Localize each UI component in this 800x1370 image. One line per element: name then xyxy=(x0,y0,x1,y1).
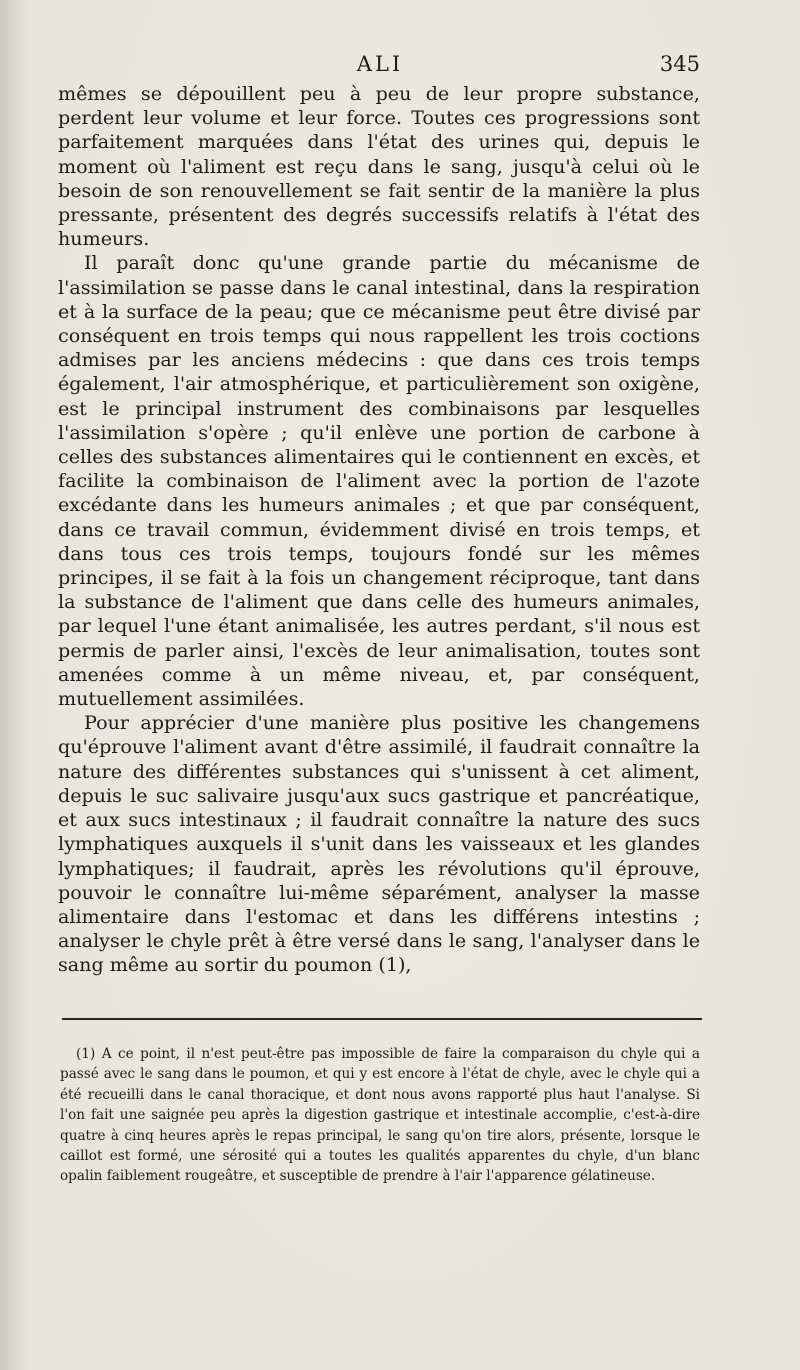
footnote-divider xyxy=(62,1018,702,1020)
gutter-shadow xyxy=(0,0,28,1370)
footnote xyxy=(60,1044,700,1187)
paragraph-changes: Pour apprécier d'une manière plus positive les changemens qu'éprouve l'aliment avant d'être assimilé, il faudrait connaître la nature des différentes substances qui s'unissent à cet aliment, depuis le suc salivaire jusqu'aux sucs gastrique et pancréatique, et aux sucs intestinaux ; il faudrait connaître la nature des sucs lymphatiques auxquels il s'unit dans les vaisseaux et les glandes lymphatiques; il faudrait, après les révolutions qu'il éprouve, pouvoir le connaître lui-même séparément, analyser la masse alimentaire dans l'estomac et dans les différens intestins ; analyser le chyle prêt à être versé dans le sang, l'analyser dans le sang même au sortir du poumon (1), xyxy=(58,711,700,977)
page-header xyxy=(60,52,700,82)
running-head: ALI xyxy=(356,52,404,76)
body-text xyxy=(58,82,700,978)
paragraph-assimilation: Il paraît donc qu'une grande partie du mécanisme de l'assimilation se passe dans le canal intestinal, dans la respiration et à la surface de la peau; que ce mécanisme peut être divisé par conséquent en trois temps qui nous rappellent les trois coctions admises par les anciens médecins : que dans ces trois temps également, l'air atmosphérique, et particulièrement son oxigène, est le principal instrument des combinaisons par lesquelles l'assimilation s'opère ; qu'il enlève une portion de carbone à celles des substances alimentaires qui le contiennent en excès, et facilite la combinaison de l'aliment avec la portion de l'azote excédante dans les humeurs animales ; et que par conséquent, dans ce travail commun, évidemment divisé en trois temps, et dans tous ces trois temps, toujours fondé sur les mêmes principes, il se fait à la fois un changement réciproque, tant dans la substance de l'aliment que dans celle des humeurs animales, par lequel l'une étant animalisée, les autres perdant, s'il nous est permis de parler ainsi, l'excès de leur animalisation, toutes sont amenées comme à un même niveau, et, par conséquent, mutuellement assimilées. xyxy=(58,251,700,711)
footnote-text: (1) A ce point, il n'est peut-être pas impossible de faire la comparaison du chyle qui a passé avec le sang dans le poumon, et qui y est encore à l'état de chyle, avec le chyle qui a été recueilli dans le canal thoracique, et dont nous avons rapporté plus haut l'analyse. Si l'on fait une saignée peu après la digestion gastrique et intestinale accomplie, c'est-à-dire quatre à cinq heures après le repas principal, le sang qu'on tire alors, présente, lorsque le caillot est formé, une sérosité qui a toutes les qualités apparentes du chyle, d'un blanc opalin faiblement rougeâtre, et susceptible de prendre à l'air l'apparence gélatineuse. xyxy=(60,1046,700,1185)
page-number: 345 xyxy=(659,52,700,76)
paragraph-continuation: mêmes se dépouillent peu à peu de leur propre substance, perdent leur volume et leur force. Toutes ces progressions sont parfaitement marquées dans l'état des urines qui, depuis le moment où l'aliment est reçu dans le sang, jusqu'à celui où le besoin de son renouvellement se fait sentir de la manière la plus pressante, présentent des degrés successifs relatifs à l'état des humeurs. xyxy=(58,82,700,251)
